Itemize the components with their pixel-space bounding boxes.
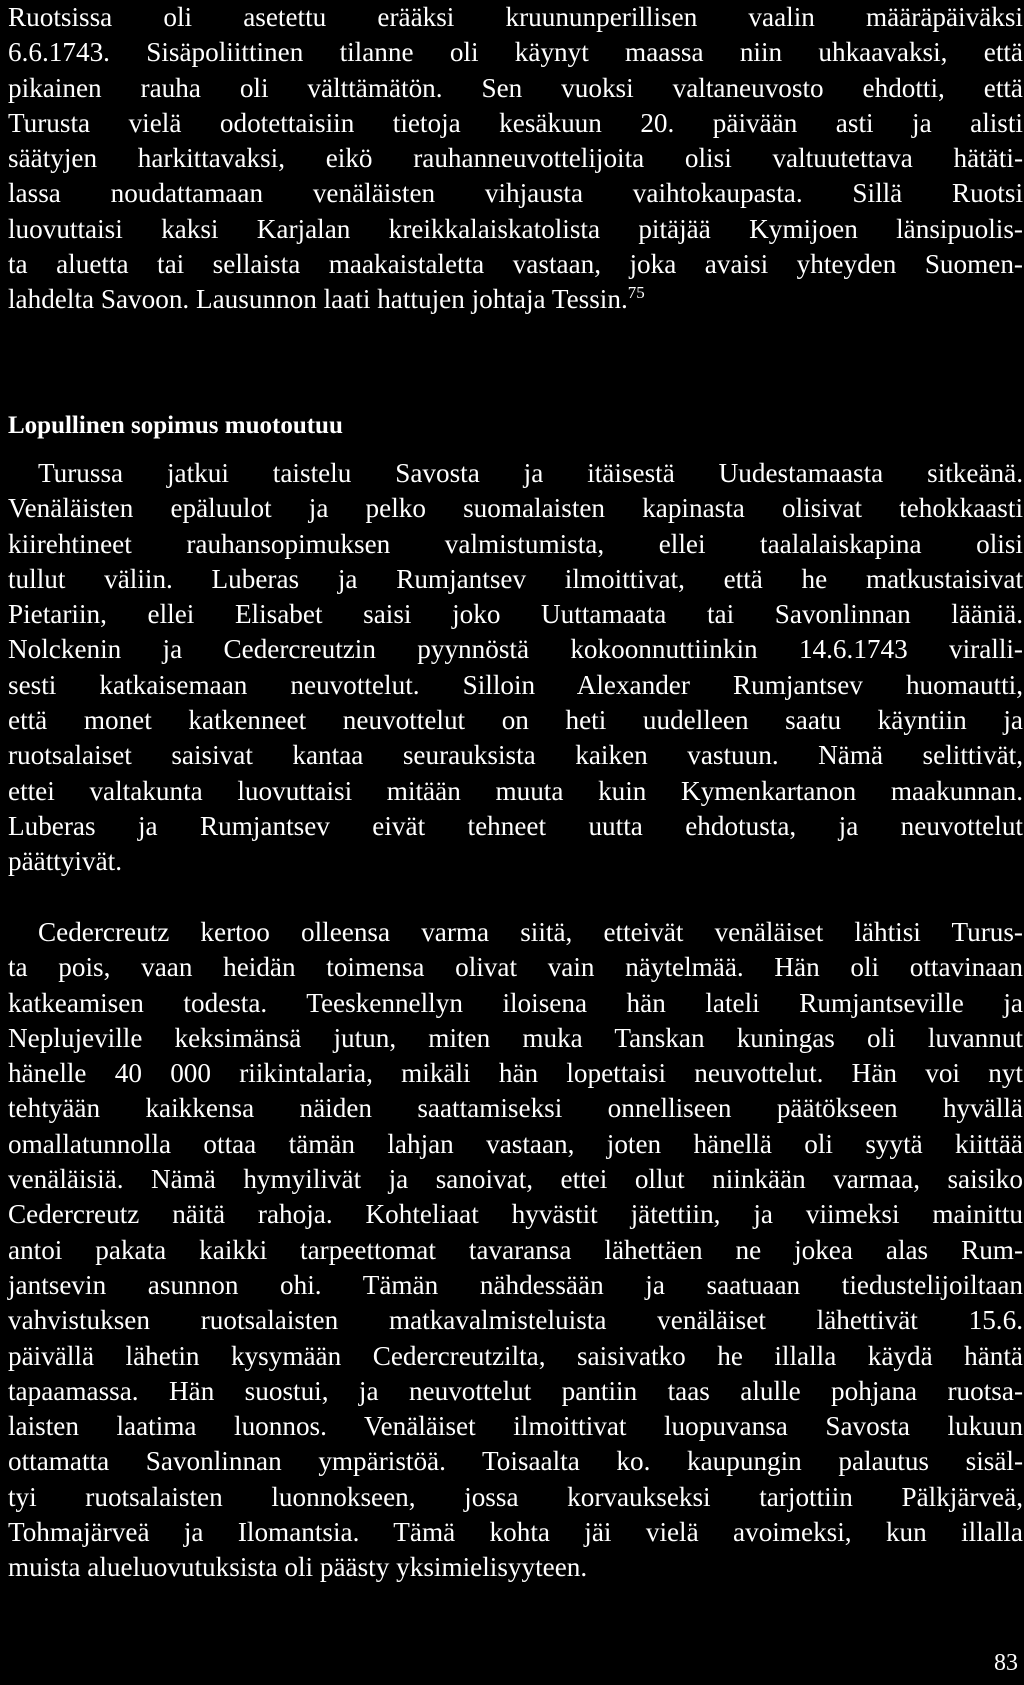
text-line: 6.6.1743. Sisäpoliittinen tilanne oli käynyt maassa niin uhkaavaksi, että <box>8 37 1023 68</box>
text-line: että monet katkenneet neuvottelut on heti uudelleen saatu käyntiin ja <box>8 705 1023 736</box>
text-line: ta aluetta tai sellaista maakaistaletta vastaan, joka avaisi yhteyden Suomen- <box>8 249 1023 280</box>
paragraph-3 <box>8 915 1023 1586</box>
text-line: säätyjen harkittavaksi, eikö rauhanneuvottelijoita olisi valtuutettava hätäti- <box>8 143 1023 174</box>
text-line: Pietariin, ellei Elisabet saisi joko Uuttamaata tai Savonlinnan lääniä. <box>8 599 1023 630</box>
text-line: lahdelta Savoon. Lausunnon laati hattujen johtaja Tessin.$^{75}$ <box>8 283 645 315</box>
text-line: venäläisiä. Nämä hymyilivät ja sanoivat, ettei ollut niinkään varmaa, saisiko <box>8 1164 1023 1195</box>
text-line: pikainen rauha oli välttämätön. Sen vuoksi valtaneuvosto ehdotti, että <box>8 72 1023 103</box>
text-line: lassa noudattamaan venäläisten vihjausta vaihtokaupasta. Sillä Ruotsi <box>8 178 1023 209</box>
text-line: jantsevin asunnon ohi. Tämän nähdessään ja saatuaan tiedustelijoiltaan <box>8 1269 1023 1300</box>
text-line: hänelle 40 000 riikintalaria, mikäli hän lopettaisi neuvottelut. Hän voi nyt <box>8 1058 1023 1089</box>
text-line: tehtyään kaikkensa näiden saattamiseksi onnelliseen päätökseen hyvällä <box>8 1093 1023 1124</box>
text-line: Neplujeville keksimänsä jutun, miten muka Tanskan kuningas oli luvannut <box>8 1022 1023 1053</box>
text-line: Turussa jatkui taistelu Savosta ja itäisestä Uudestamaasta sitkeänä. <box>38 458 1023 488</box>
paragraph-1 <box>8 0 1023 318</box>
text-line: Cedercreutz kertoo olleensa varma siitä, etteivät venäläiset lähtisi Turus- <box>38 917 1023 947</box>
text-line: katkeamisen todesta. Teeskennellyn iloisena hän lateli Rumjantseville ja <box>8 987 1023 1018</box>
text-line: antoi pakata kaikki tarpeettomat tavaransa lähettäen ne jokea alas Rum- <box>8 1234 1023 1265</box>
text-line: muista alueluovutuksista oli päästy yksimielisyyteen. <box>8 1552 588 1583</box>
text-line: ettei valtakunta luovuttaisi mitään muuta kuin Kymenkartanon maakunnan. <box>8 775 1023 806</box>
text-line: Ruotsissa oli asetettu erääksi kruununperillisen vaalin määräpäiväksi <box>8 2 1023 32</box>
text-line: ta pois, vaan heidän toimensa olivat vain näytelmää. Hän oli ottavinaan <box>8 952 1023 983</box>
text-line: luovuttaisi kaksi Karjalan kreikkalaiskatolista pitäjää Kymijoen länsipuolis- <box>8 213 1023 244</box>
text-line: päättyivät. <box>8 846 122 877</box>
text-line: Turusta vielä odotettaisiin tietoja kesäkuun 20. päivään asti ja alisti <box>8 107 1023 138</box>
text-line: tullut väliin. Luberas ja Rumjantsev ilmoittivat, että he matkustaisivat <box>8 563 1023 594</box>
text-line: tapaamassa. Hän suostui, ja neuvottelut pantiin taas alulle pohjana ruotsa- <box>8 1375 1023 1406</box>
text-line: ruotsalaiset saisivat kantaa seurauksista kaiken vastuun. Nämä selittivät, <box>8 740 1023 771</box>
text-line: ottamatta Savonlinnan ympäristöä. Toisaalta ko. kaupungin palautus sisäl- <box>8 1446 1023 1477</box>
text-line: Venäläisten epäluulot ja pelko suomalaisten kapinasta olisivat tehokkaasti <box>8 493 1023 524</box>
text-line: kiirehtineet rauhansopimuksen valmistumista, ellei taalalaiskapina olisi <box>8 528 1023 559</box>
text-line: laisten laatima luonnos. Venäläiset ilmoittivat luopuvansa Savosta lukuun <box>8 1411 1023 1442</box>
text-line: tyi ruotsalaisten luonnokseen, jossa korvaukseksi tarjottiin Pälkjärveä, <box>8 1481 1023 1512</box>
text-line: Luberas ja Rumjantsev eivät tehneet uutta ehdotusta, ja neuvottelut <box>8 810 1023 841</box>
text-line: Cedercreutz näitä rahoja. Kohteliaat hyvästit jätettiin, ja viimeksi mainittu <box>8 1199 1023 1230</box>
section-heading: Lopullinen sopimus muotoutuu <box>8 412 343 439</box>
paragraph-2 <box>8 456 1023 880</box>
footnote-reference: 75 <box>627 283 645 303</box>
page-number: 83 <box>994 1650 1018 1676</box>
text-line: Tohmajärveä ja Ilomantsia. Tämä kohta jäi vielä avoimeksi, kun illalla <box>8 1517 1023 1548</box>
text-line: päivällä lähetin kysymään Cedercreutzilta, saisivatko he illalla käydä häntä <box>8 1340 1023 1371</box>
text-line: omallatunnolla ottaa tämän lahjan vastaan, joten hänellä oli syytä kiittää <box>8 1128 1023 1159</box>
text-line: Nolckenin ja Cedercreutzin pyynnöstä kokoonnuttiinkin 14.6.1743 viralli- <box>8 634 1023 665</box>
text-line: sesti katkaisemaan neuvottelut. Silloin Alexander Rumjantsev huomautti, <box>8 669 1023 700</box>
text-line: vahvistuksen ruotsalaisten matkavalmisteluista venäläiset lähettivät 15.6. <box>8 1305 1023 1336</box>
